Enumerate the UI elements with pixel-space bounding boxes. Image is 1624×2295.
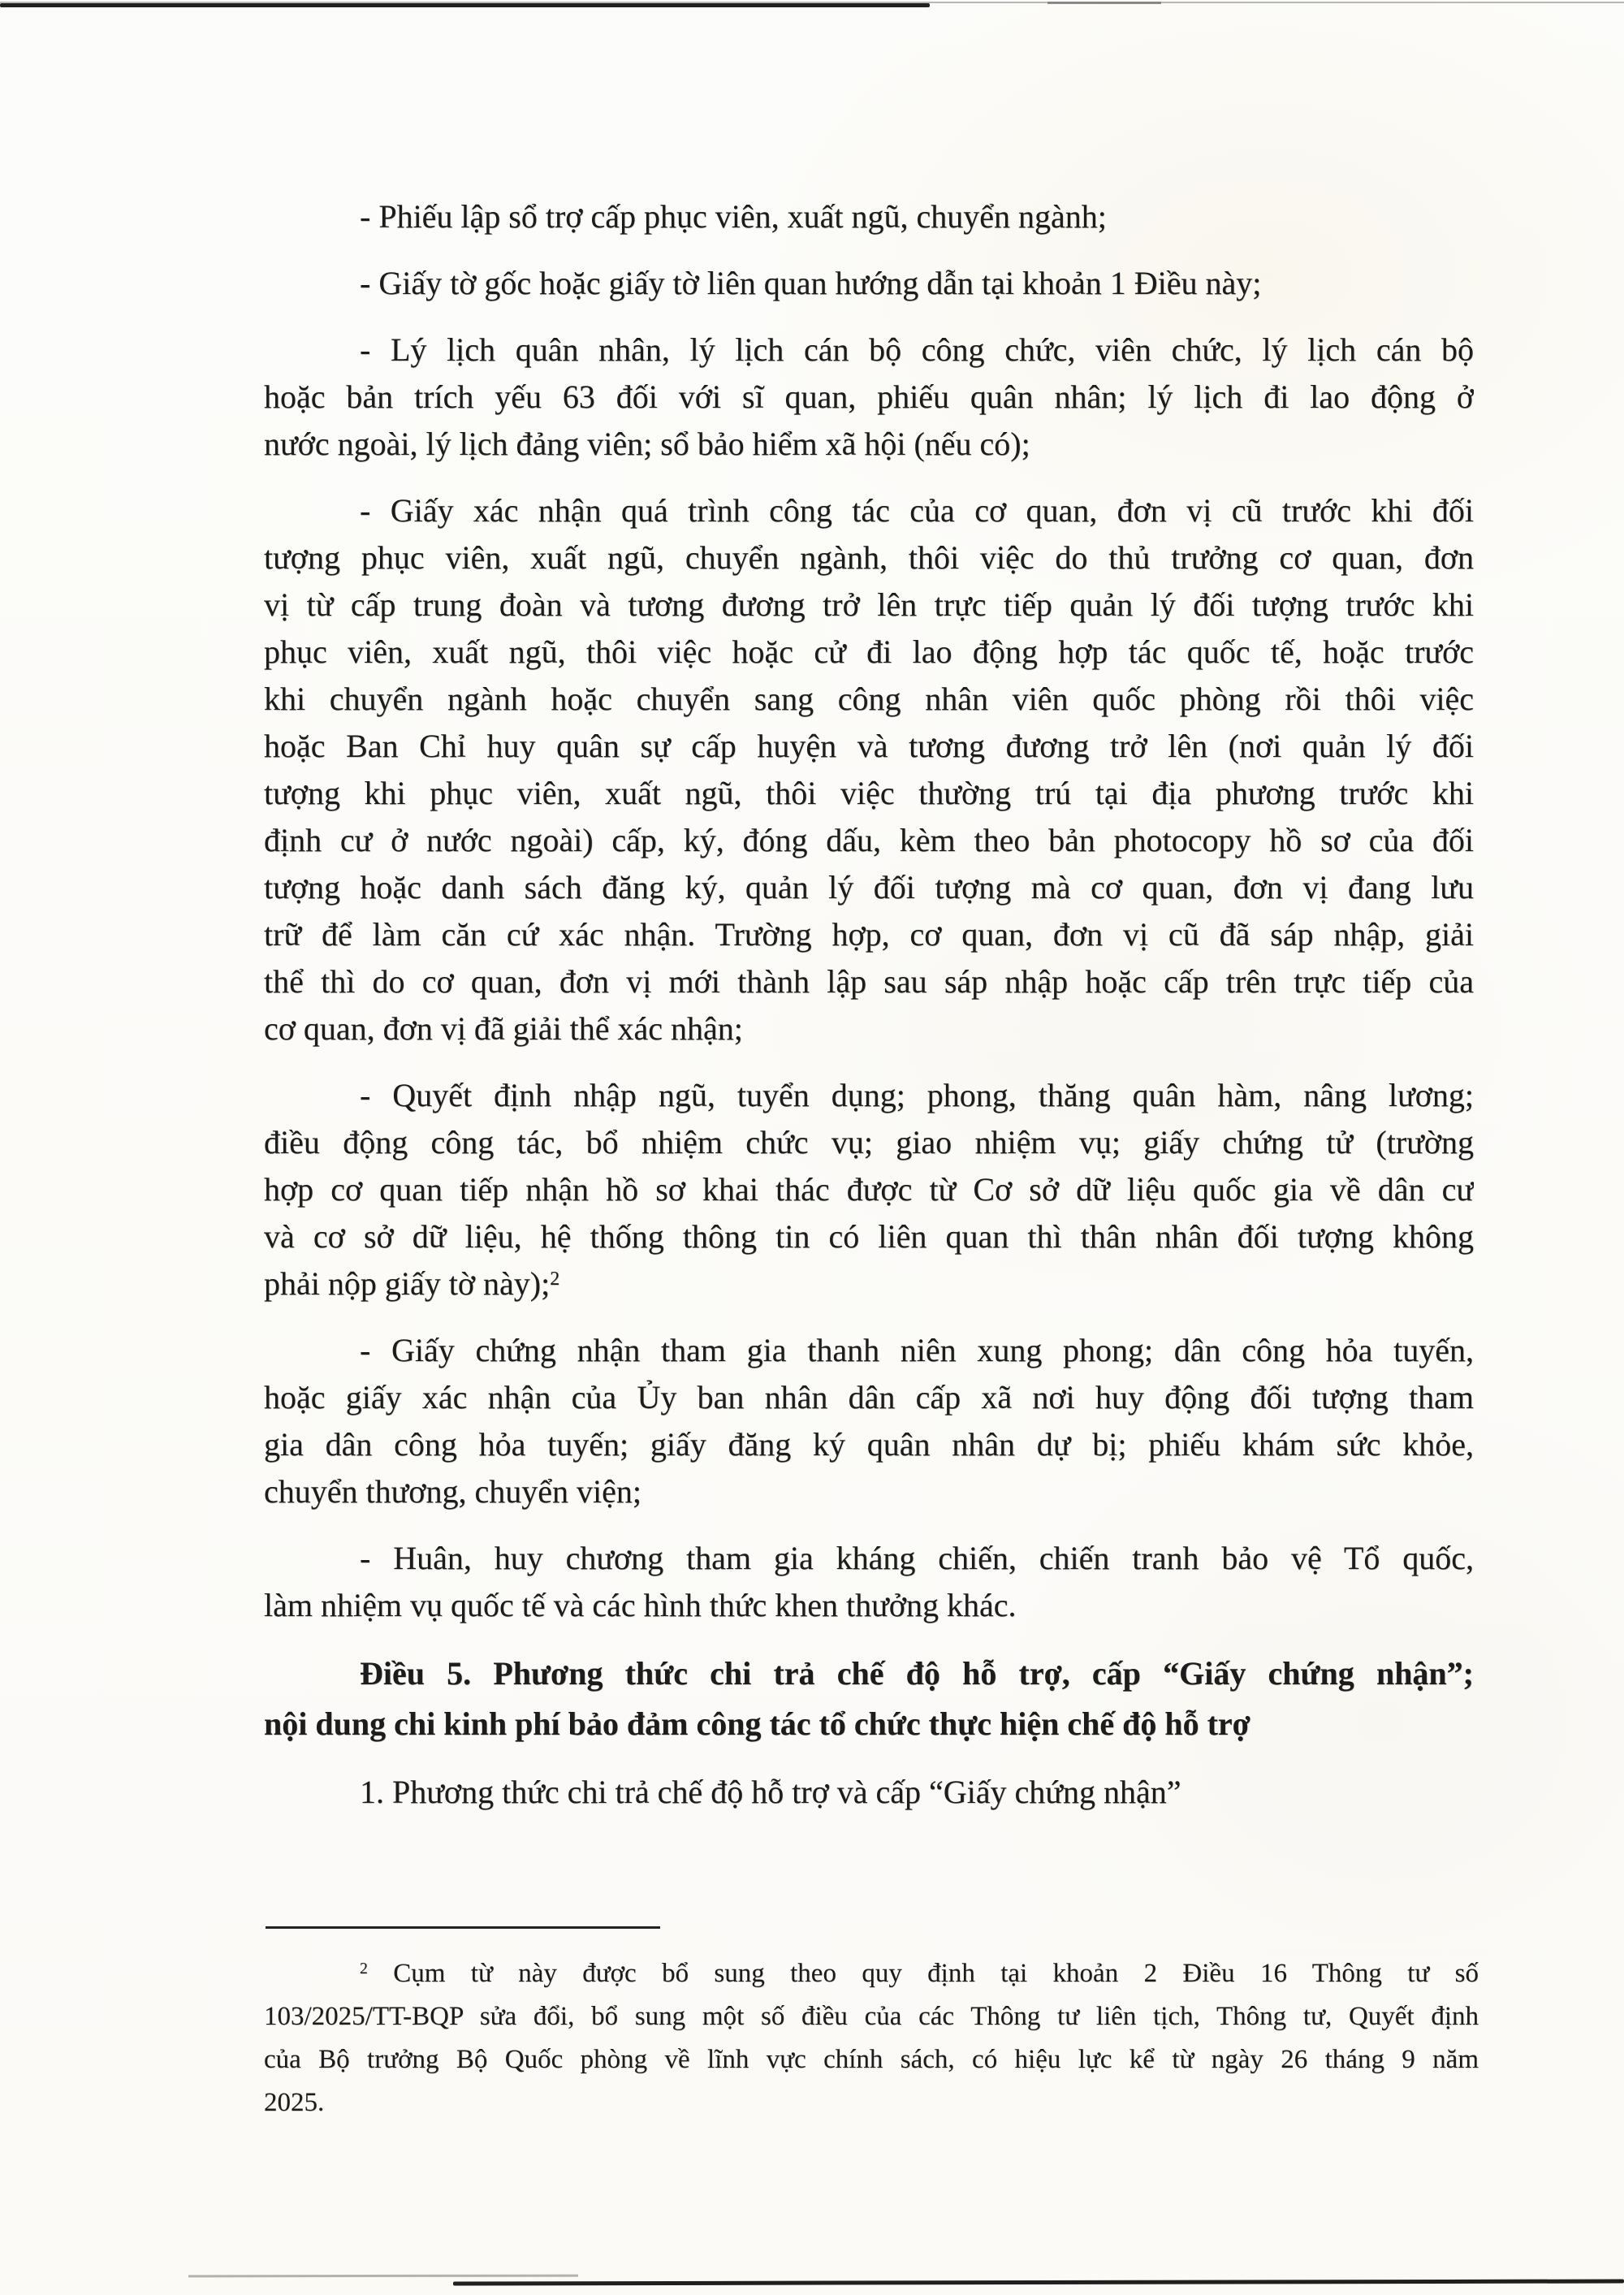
paragraph-line: - Phiếu lập sổ trợ cấp phục viên, xuất ngũ, chuyển ngành; — [360, 198, 1107, 235]
heading-line: nội dung chi kinh phí bảo đảm công tác tổ chức thực hiện chế độ hỗ trợ — [264, 1705, 1250, 1742]
scan-artifact-top-edge-dark — [0, 3, 930, 7]
paragraph-line: tượng phục viên, xuất ngũ, chuyển ngành, thôi việc do thủ trưởng cơ quan, đơn — [264, 539, 1474, 576]
paragraph-line: định cư ở nước ngoài) cấp, ký, đóng dấu, kèm theo bản photocopy hồ sơ của đối — [264, 822, 1474, 858]
footnote-line: $^2$ Cụm từ này được bổ sung theo quy định tại khoản 2 Điều 16 Thông tư số — [360, 1959, 1479, 1988]
paragraph-5 — [264, 1072, 1474, 1307]
paragraph-line: gia dân công hỏa tuyến; giấy đăng ký quân nhân dự bị; phiếu khám sức khỏe, — [264, 1426, 1474, 1463]
footnote-separator-line — [266, 1926, 660, 1929]
footnote-line: của Bộ trưởng Bộ Quốc phòng về lĩnh vực chính sách, có hiệu lực kể từ ngày 26 tháng 9 năm — [264, 2045, 1479, 2074]
paragraph-line: - Lý lịch quân nhân, lý lịch cán bộ công chức, viên chức, lý lịch cán bộ — [360, 331, 1474, 368]
paragraph-line: - Giấy xác nhận quá trình công tác của cơ quan, đơn vị cũ trước khi đối — [360, 492, 1474, 529]
paragraph-line: tượng khi phục viên, xuất ngũ, thôi việc thường trú tại địa phương trước khi — [264, 775, 1474, 811]
paragraph-9 — [264, 1769, 1474, 1816]
footnote-marker-superscript: 2 — [360, 1960, 368, 1978]
paragraph-line: trữ để làm căn cứ xác nhận. Trường hợp, cơ quan, đơn vị cũ đã sáp nhập, giải — [264, 916, 1474, 953]
paragraph-line: khi chuyển ngành hoặc chuyển sang công nhân viên quốc phòng rồi thôi việc — [264, 681, 1474, 717]
footnote-line: 103/2025/TT-BQP sửa đổi, bổ sung một số điều của các Thông tư liên tịch, Thông tư, Quyết định — [264, 2002, 1479, 2031]
paragraph-6 — [264, 1327, 1474, 1515]
paragraph-line: vị từ cấp trung đoàn và tương đương trở lên trực tiếp quản lý đối tượng trước khi — [264, 586, 1474, 623]
paragraph-line: tượng hoặc danh sách đăng ký, quản lý đối tượng mà cơ quan, đơn vị đang lưu — [264, 869, 1474, 905]
paragraph-line: làm nhiệm vụ quốc tế và các hình thức khen thưởng khác. — [264, 1587, 1017, 1623]
paragraph-line: hoặc bản trích yếu 63 đối với sĩ quan, phiếu quân nhân; lý lịch đi lao động ở — [264, 378, 1474, 415]
paragraph-line: hoặc giấy xác nhận của Ủy ban nhân dân cấp xã nơi huy động đối tượng tham — [264, 1379, 1474, 1415]
paragraph-line: thể thì do cơ quan, đơn vị mới thành lập sau sáp nhập hoặc cấp trên trực tiếp của — [264, 963, 1474, 1000]
paragraph-line: chuyển thương, chuyển viện; — [264, 1473, 641, 1510]
paragraph-line: cơ quan, đơn vị đã giải thể xác nhận; — [264, 1010, 743, 1047]
paragraph-4 — [264, 487, 1474, 1052]
paragraph-line: phục viên, xuất ngũ, thôi việc hoặc cử đi lao động hợp tác quốc tế, hoặc trước — [264, 633, 1474, 670]
scan-artifact-bottom-edge-dark — [453, 2279, 1624, 2285]
footnote-text — [264, 1952, 1479, 2124]
paragraph-line: 1. Phương thức chi trả chế độ hỗ trợ và cấp “Giấy chứng nhận” — [360, 1774, 1181, 1810]
paragraph-line: - Huân, huy chương tham gia kháng chiến, chiến tranh bảo vệ Tổ quốc, — [360, 1540, 1474, 1576]
paragraph-line: nước ngoài, lý lịch đảng viên; sổ bảo hiểm xã hội (nếu có); — [264, 426, 1030, 462]
footnote-line: 2025. — [264, 2088, 325, 2117]
paragraph-line: điều động công tác, bổ nhiệm chức vụ; giao nhiệm vụ; giấy chứng tử (trường — [264, 1124, 1474, 1160]
paragraph-line: hoặc Ban Chỉ huy quân sự cấp huyện và tương đương trở lên (nơi quản lý đối — [264, 728, 1474, 764]
paragraph-line: - Quyết định nhập ngũ, tuyển dụng; phong, thăng quân hàm, nâng lương; — [360, 1077, 1474, 1113]
scan-artifact-bottom-edge-light — [188, 2275, 578, 2278]
paragraph-line: - Giấy chứng nhận tham gia thanh niên xung phong; dân công hỏa tuyến, — [360, 1332, 1474, 1368]
paragraph-line: hợp cơ quan tiếp nhận hồ sơ khai thác được từ Cơ sở dữ liệu quốc gia về dân cư — [264, 1171, 1474, 1208]
paragraph-2 — [264, 260, 1474, 307]
document-body-text — [264, 193, 1474, 1816]
paragraph-7 — [264, 1535, 1474, 1629]
scan-artifact-top-edge-dash — [1047, 2, 1161, 4]
paragraph-line: - Giấy tờ gốc hoặc giấy tờ liên quan hướng dẫn tại khoản 1 Điều này; — [360, 265, 1262, 301]
paragraph-1 — [264, 193, 1474, 240]
paragraph-line: phải nộp giấy tờ này);$^2$ — [264, 1265, 560, 1302]
paragraph-3 — [264, 326, 1474, 468]
paragraph-line: và cơ sở dữ liệu, hệ thống thông tin có liên quan thì thân nhân đối tượng không — [264, 1218, 1474, 1255]
heading-dieu-5 — [264, 1649, 1474, 1749]
heading-line: Điều 5. Phương thức chi trả chế độ hỗ trợ, cấp “Giấy chứng nhận”; — [360, 1655, 1474, 1692]
footnote-reference-superscript: 2 — [550, 1269, 560, 1290]
